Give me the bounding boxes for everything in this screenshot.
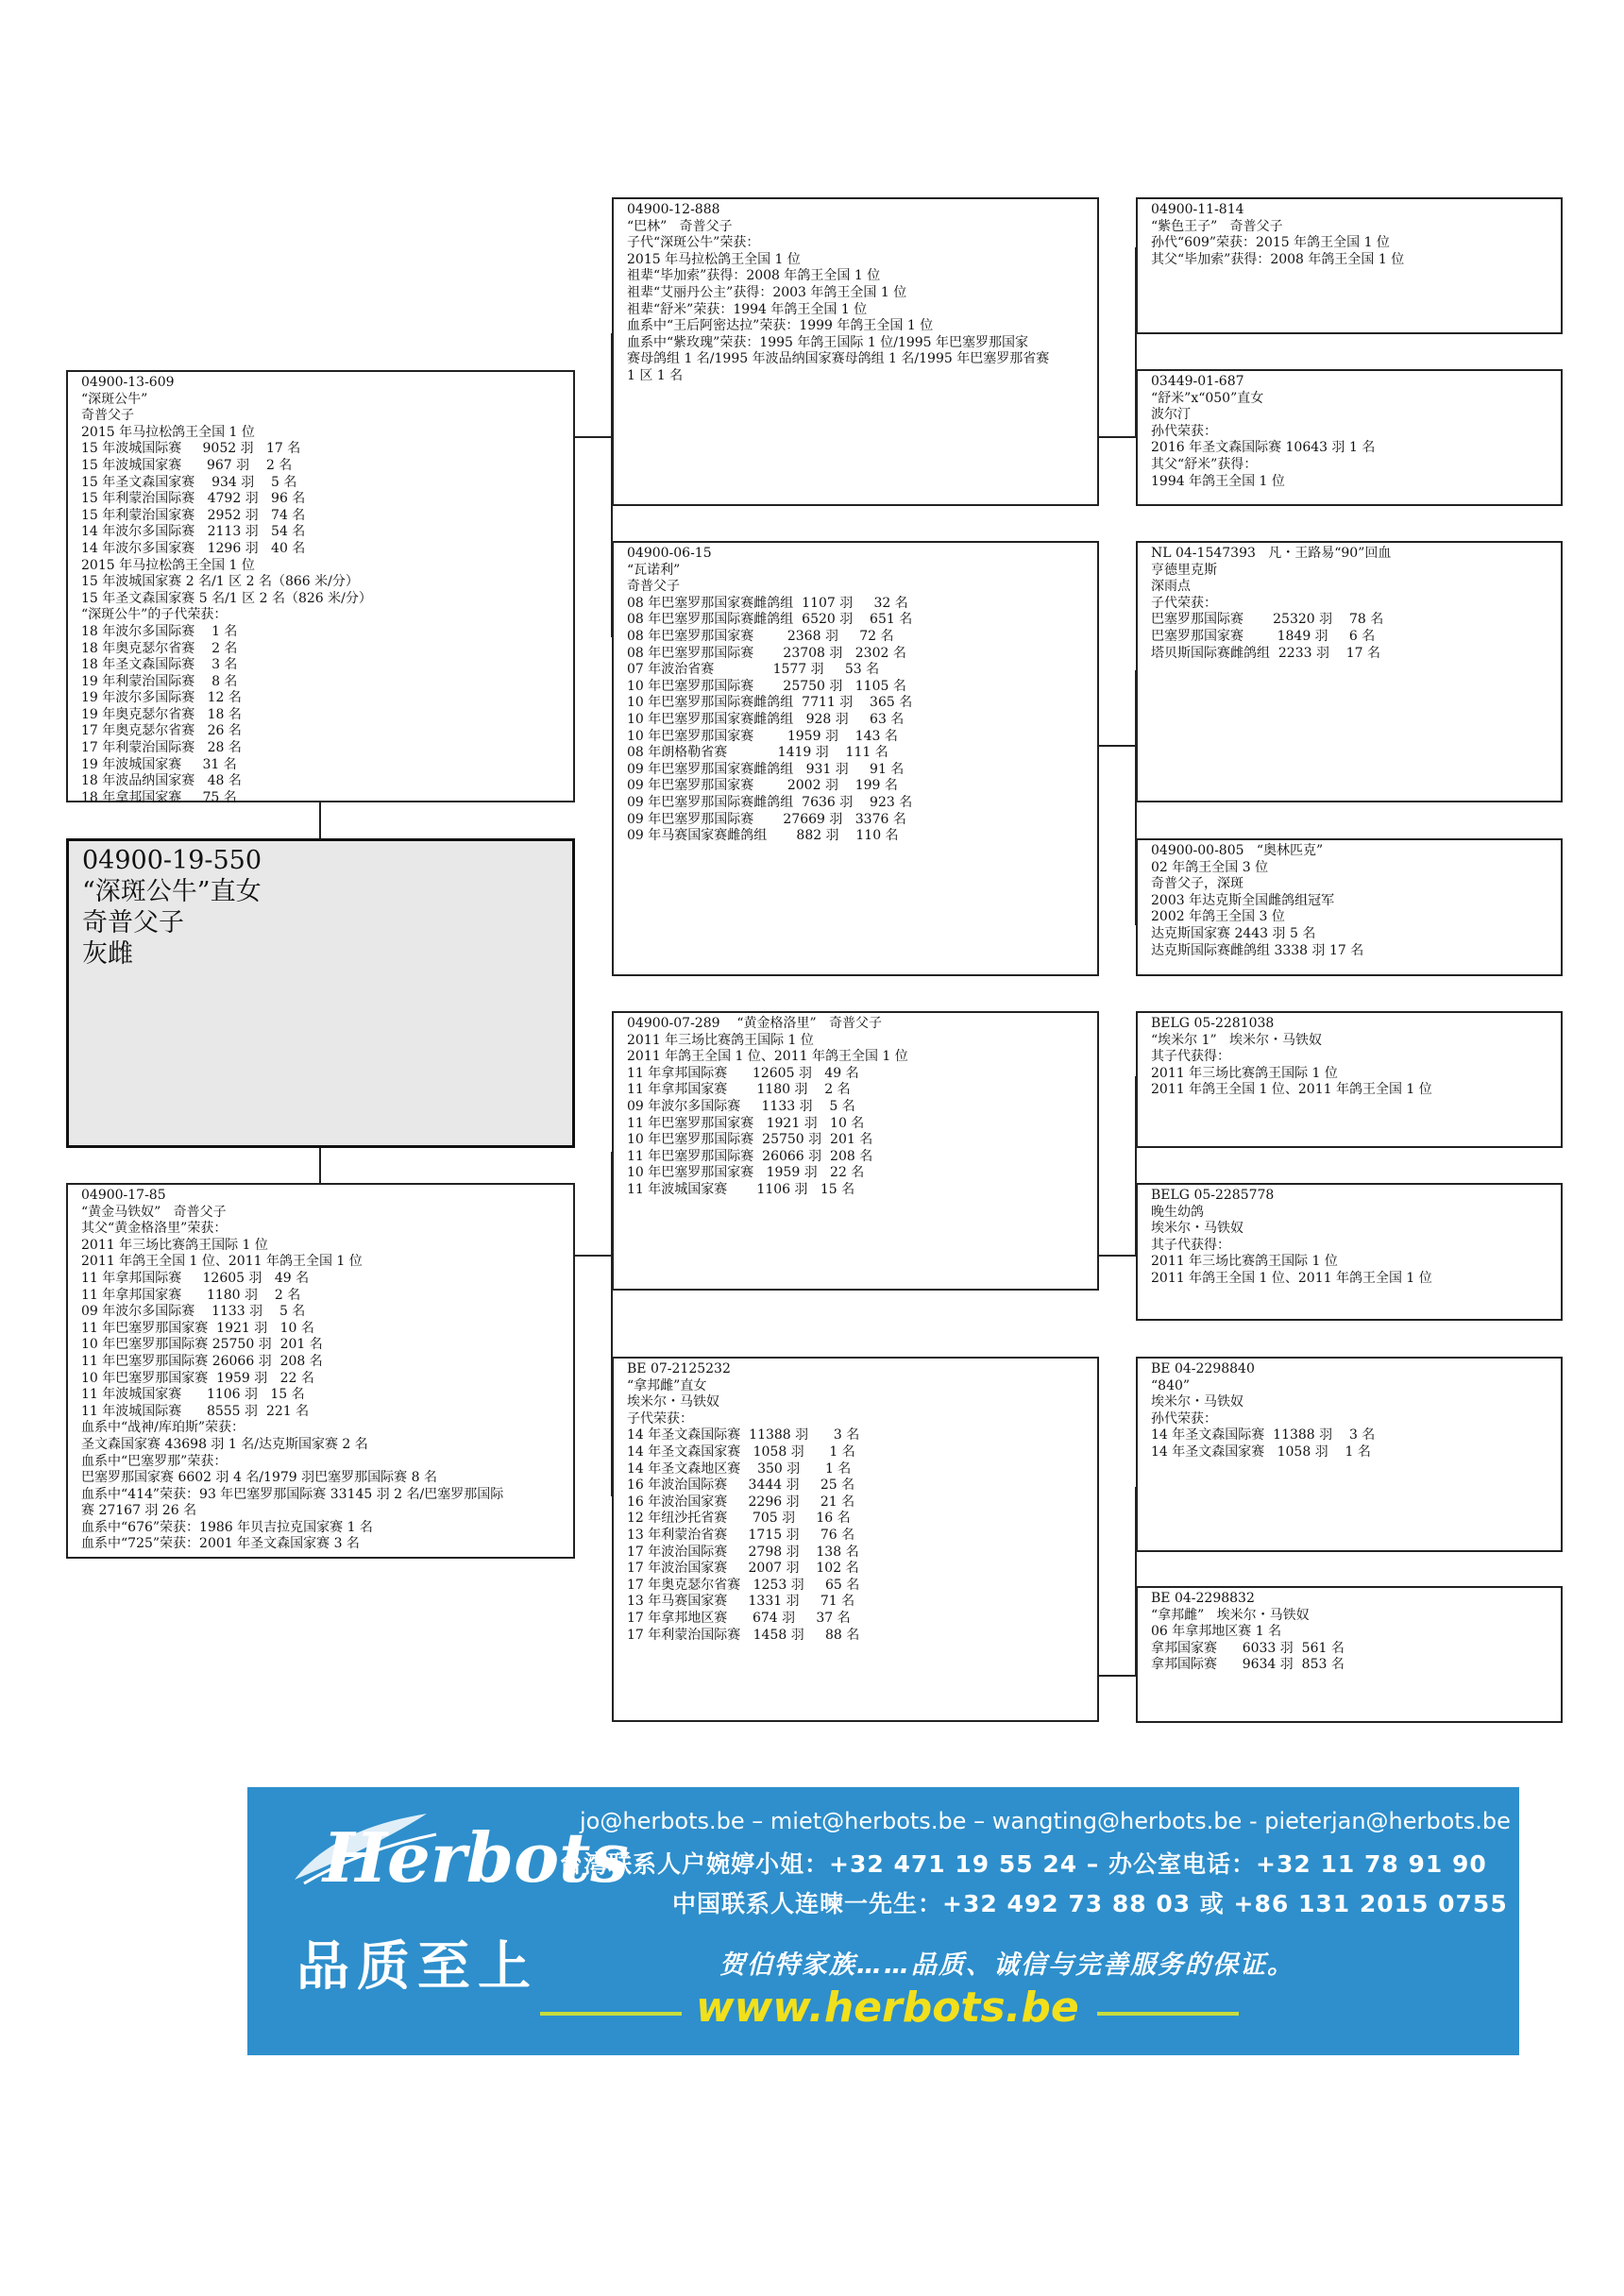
pedigree-line: 奇普父子 [82, 908, 184, 937]
pedigree-line: 04900-19-550 [82, 846, 262, 875]
pedigree-line: 巴塞罗那国家赛 1849 羽 6 名 [1151, 628, 1376, 644]
pedigree-line: 10 年巴塞罗那国家赛 1959 羽 22 名 [81, 1370, 314, 1386]
pedigree-line: 巴塞罗那国际赛 25320 羽 78 名 [1151, 612, 1384, 628]
pedigree-line: 祖辈“艾丽丹公主”获得：2003 年鸽王全国 1 位 [627, 284, 907, 300]
pedigree-line: 达克斯国际赛雌鸽组 3338 羽 17 名 [1151, 942, 1364, 958]
pedigree-line: 04900-06-15 [627, 546, 712, 561]
pedigree-line: 圣文森国家赛 43698 羽 1 名/达克斯国家赛 2 名 [81, 1436, 368, 1452]
pedigree-line: 晚生幼鸽 [1151, 1204, 1204, 1220]
pedigree-line: 14 年圣文森地区赛 350 羽 1 名 [627, 1460, 852, 1477]
pedigree-line: 子代荣获： [1151, 595, 1217, 611]
contact-china: 中国联系人连暕一先生：+32 492 73 88 03 或 +86 131 2015 0755 [672, 1890, 1508, 1917]
pedigree-line: 10 年巴塞罗那国际赛雌鸽组 7711 羽 365 名 [627, 695, 913, 711]
pedigree-line: 06 年拿邦地区赛 1 名 [1151, 1624, 1282, 1640]
pedigree-line: 15 年波城国际赛 9052 羽 17 名 [81, 441, 301, 457]
sire-sire-box [612, 197, 1099, 506]
pedigree-line: 14 年圣文森国际赛 11388 羽 3 名 [627, 1427, 860, 1443]
pedigree-line: 2011 年鸽王全国 1 位、2011 年鸽王全国 1 位 [81, 1254, 363, 1270]
pedigree-line: 其子代获得： [1151, 1237, 1230, 1253]
pedigree-line: 15 年波城国家赛 2 名/1 区 2 名（866 米/分） [81, 574, 359, 590]
pedigree-line: “瓦诺利” [627, 562, 681, 578]
pedigree-line: 2015 年马拉松鸽王全国 1 位 [81, 557, 255, 573]
pedigree-line: “舒米”x“050”直女 [1151, 390, 1264, 406]
pedigree-line: 04900-00-805 “奥林匹克” [1151, 843, 1324, 858]
dss-box [1136, 1011, 1563, 1148]
pedigree-line: “840” [1151, 1377, 1191, 1393]
pedigree-line: 11 年波城国家赛 1106 羽 15 名 [627, 1181, 855, 1197]
herbots-banner [247, 1787, 1519, 2055]
pedigree-line: 15 年利蒙治国际赛 4792 羽 96 名 [81, 491, 306, 507]
pedigree-line: 赛 27167 羽 26 名 [81, 1503, 197, 1519]
pedigree-line: 10 年巴塞罗那国际赛 25750 羽 201 名 [81, 1337, 323, 1353]
pedigree-line: 09 年波尔多国际赛 1133 羽 5 名 [81, 1304, 306, 1320]
pedigree-line: “黄金马铁奴” 奇普父子 [81, 1204, 227, 1220]
pedigree-line: 14 年波尔多国际赛 2113 羽 54 名 [81, 524, 306, 540]
pedigree-line: 亨德里克斯 [1151, 562, 1217, 578]
pedigree-line: 2011 年三场比赛鸽王国际 1 位 [81, 1237, 268, 1253]
pedigree-line: 11 年拿邦国际赛 12605 羽 49 名 [627, 1065, 859, 1081]
website-link[interactable]: www.herbots.be [696, 1984, 1079, 2032]
pedigree-line: 2011 年三场比赛鸽王国际 1 位 [1151, 1254, 1338, 1270]
sdd-box [1136, 838, 1563, 976]
pedigree-line: 达克斯国家赛 2443 羽 5 名 [1151, 925, 1316, 941]
dam-sire-box [612, 1011, 1099, 1291]
pedigree-line: 10 年巴塞罗那国际赛 25750 羽 1105 名 [627, 678, 906, 694]
pedigree-line: 15 年圣文森国家赛 5 名/1 区 2 名（826 米/分） [81, 590, 372, 606]
pedigree-line: 04900-17-85 [81, 1188, 166, 1203]
pedigree-line: 血系中“王后阿密达拉”荣获：1999 年鸽王全国 1 位 [627, 318, 934, 334]
pedigree-line: 11 年巴塞罗那国际赛 26066 羽 208 名 [81, 1353, 323, 1369]
pedigree-line: 19 年波尔多国际赛 12 名 [81, 690, 242, 706]
pedigree-line: 09 年巴塞罗那国际赛雌鸽组 7636 羽 923 名 [627, 794, 913, 810]
pedigree-line: 子代荣获： [627, 1410, 693, 1427]
pedigree-line: 11 年拿邦国家赛 1180 羽 2 名 [81, 1287, 301, 1303]
pedigree-line: 10 年巴塞罗那国家赛 1959 羽 143 名 [627, 728, 898, 744]
pedigree-line: 13 年利蒙治省赛 1715 羽 76 名 [627, 1527, 855, 1543]
pedigree-line: 15 年利蒙治国家赛 2952 羽 74 名 [81, 507, 306, 523]
pedigree-line: 11 年拿邦国际赛 12605 羽 49 名 [81, 1270, 310, 1286]
pedigree-line: 11 年巴塞罗那国际赛 26066 羽 208 名 [627, 1148, 873, 1164]
pedigree-line: 2011 年鸽王全国 1 位、2011 年鸽王全国 1 位 [1151, 1082, 1432, 1098]
pedigree-line: 17 年利蒙治国际赛 28 名 [81, 740, 242, 756]
pedigree-line: “拿邦雌”直女 [627, 1377, 707, 1393]
pedigree-line: 17 年奥克瑟尔省赛 26 名 [81, 723, 242, 739]
pedigree-line: 16 年波治国际赛 3444 羽 25 名 [627, 1477, 855, 1494]
pedigree-line: 11 年波城国家赛 1106 羽 15 名 [81, 1387, 305, 1403]
pedigree-line: 08 年巴塞罗那国家赛 2368 羽 72 名 [627, 628, 894, 644]
pedigree-line: “埃米尔 1” 埃米尔・马铁奴 [1151, 1032, 1323, 1048]
pedigree-line: 08 年巴塞罗那国际赛 23708 羽 2302 名 [627, 645, 906, 661]
pedigree-line: 09 年波尔多国际赛 1133 羽 5 名 [627, 1098, 855, 1114]
pedigree-line: 18 年拿邦国家赛 75 名 [81, 789, 237, 805]
pedigree-line: BE 07-2125232 [627, 1361, 731, 1376]
pedigree-line: 血系中“紫玫瑰”荣获：1995 年鸽王国际 1 位/1995 年巴塞罗那国家 [627, 334, 1028, 350]
pedigree-line: 1 区 1 名 [627, 367, 684, 383]
pedigree-line: 埃米尔・马铁奴 [1151, 1394, 1243, 1410]
ssd-box [1136, 369, 1563, 506]
pedigree-line: 血系中“725”荣获：2001 年圣文森国家赛 3 名 [81, 1536, 360, 1552]
svg-text:Herbots: Herbots [323, 1817, 629, 1898]
pedigree-line: “紫色王子” 奇普父子 [1151, 218, 1283, 234]
pedigree-line: 11 年巴塞罗那国家赛 1921 羽 10 名 [81, 1320, 314, 1336]
sds-box [1136, 541, 1563, 802]
pedigree-line: 04900-07-289 “黄金格洛里” 奇普父子 [627, 1016, 882, 1031]
pedigree-line: 10 年巴塞罗那国际赛 25750 羽 201 名 [627, 1132, 873, 1148]
pedigree-line: 09 年巴塞罗那国家赛雌鸽组 931 羽 91 名 [627, 761, 905, 777]
pedigree-line: 14 年圣文森国家赛 1058 羽 1 名 [627, 1443, 855, 1460]
pedigree-line: 其父“黄金格洛里”荣获： [81, 1221, 228, 1237]
pedigree-line: 奇普父子 [81, 408, 134, 424]
pedigree-line: 塔贝斯国际赛雌鸽组 2233 羽 17 名 [1151, 645, 1381, 661]
pedigree-line: 17 年利蒙治国际赛 1458 羽 88 名 [627, 1627, 860, 1643]
pedigree-line: 10 年巴塞罗那国家赛雌鸽组 928 羽 63 名 [627, 711, 905, 727]
pedigree-line: 2016 年圣文森国际赛 10643 羽 1 名 [1151, 440, 1376, 456]
pedigree-line: 12 年纽沙托省赛 705 羽 16 名 [627, 1511, 851, 1527]
pedigree-line: “拿邦雌” 埃米尔・马铁奴 [1151, 1607, 1310, 1623]
pedigree-line: 17 年波治国际赛 2798 羽 138 名 [627, 1544, 859, 1560]
sire-box [66, 370, 575, 805]
dam-box [66, 1183, 575, 1559]
pedigree-line: 16 年波治国家赛 2296 羽 21 名 [627, 1494, 855, 1510]
pedigree-line: 08 年朗格勒省赛 1419 羽 111 名 [627, 745, 888, 761]
pedigree-line: 17 年拿邦地区赛 674 羽 37 名 [627, 1610, 851, 1626]
pedigree-line: “深斑公牛”的子代荣获： [81, 607, 228, 623]
pedigree-line: 拿邦国家赛 6033 羽 561 名 [1151, 1640, 1345, 1656]
pedigree-line: 14 年波尔多国家赛 1296 羽 40 名 [81, 540, 306, 556]
pedigree-line: 17 年奥克瑟尔省赛 1253 羽 65 名 [627, 1577, 860, 1593]
pedigree-line: 其子代获得： [1151, 1049, 1230, 1065]
pedigree-line: 11 年拿邦国家赛 1180 羽 2 名 [627, 1082, 851, 1098]
pedigree-line: 14 年圣文森国家赛 1058 羽 1 名 [1151, 1443, 1371, 1460]
pedigree-line: 拿邦国际赛 9634 羽 853 名 [1151, 1657, 1345, 1673]
divider-left [540, 2012, 682, 2016]
pedigree-line: 赛母鸽组 1 名/1995 年波品纳国家赛母鸽组 1 名/1995 年巴塞罗那省赛 [627, 351, 1050, 367]
pedigree-line: 09 年巴塞罗那国家赛 2002 羽 199 名 [627, 778, 898, 794]
pedigree-line: 18 年奥克瑟尔省赛 2 名 [81, 640, 238, 656]
pedigree-line: 04900-11-814 [1151, 202, 1244, 217]
pedigree-line: 2015 年马拉松鸽王全国 1 位 [627, 251, 801, 267]
sire-dam-box [612, 541, 1099, 976]
pedigree-line: 子代“深斑公牛”荣获： [627, 235, 760, 251]
pedigree-line: 血系中“676”荣获：1986 年贝吉拉克国家赛 1 名 [81, 1519, 373, 1535]
pedigree-line: 奇普父子，深斑 [1151, 876, 1243, 892]
pedigree-line: 1994 年鸽王全国 1 位 [1151, 473, 1285, 489]
pedigree-line: 19 年利蒙治国际赛 8 名 [81, 673, 238, 689]
contact-taiwan: 台湾联系人户婉婷小姐：+32 471 19 55 24 – 办公室电话：+32 11 78 91 90 [559, 1850, 1487, 1878]
pedigree-line: 奇普父子 [627, 579, 680, 595]
pedigree-line: 09 年巴塞罗那国际赛 27669 羽 3376 名 [627, 811, 906, 827]
dam-dam-box [612, 1357, 1099, 1722]
pedigree-line: 祖辈“舒米”荣获：1994 年鸽王全国 1 位 [627, 301, 868, 317]
pedigree-line: 孙代荣获： [1151, 1410, 1217, 1427]
pedigree-line: 18 年波品纳国家赛 48 名 [81, 773, 242, 789]
pedigree-line: “巴林” 奇普父子 [627, 218, 733, 234]
divider-right [1097, 2012, 1239, 2016]
pedigree-line: 血系中“战神/库珀斯”荣获： [81, 1420, 245, 1436]
pedigree-line: 03449-01-687 [1151, 374, 1244, 389]
pedigree-line: 2011 年三场比赛鸽王国际 1 位 [627, 1032, 814, 1048]
pedigree-line: NL 04-1547393 凡・王路易“90”回血 [1151, 546, 1392, 561]
pedigree-line: 14 年圣文森国际赛 11388 羽 3 名 [1151, 1427, 1376, 1443]
dds-box [1136, 1357, 1563, 1552]
pedigree-line: BE 04-2298832 [1151, 1591, 1255, 1606]
pedigree-line: 04900-13-609 [81, 375, 175, 390]
pedigree-line: 07 年波治省赛 1577 羽 53 名 [627, 662, 880, 678]
pedigree-line: 血系中“巴塞罗那”荣获： [81, 1453, 228, 1469]
pedigree-line: 巴塞罗那国家赛 6602 羽 4 名/1979 羽巴塞罗那国际赛 8 名 [81, 1470, 437, 1486]
pedigree-line: 19 年波城国家赛 31 名 [81, 756, 237, 772]
pedigree-line: 15 年波城国家赛 967 羽 2 名 [81, 457, 293, 473]
pedigree-line: 2011 年鸽王全国 1 位、2011 年鸽王全国 1 位 [627, 1049, 908, 1065]
pedigree-line: 深雨点 [1151, 579, 1191, 595]
pedigree-line: BELG 05-2281038 [1151, 1016, 1275, 1031]
pedigree-line: 2011 年三场比赛鸽王国际 1 位 [1151, 1065, 1338, 1081]
pedigree-line: 09 年马赛国家赛雌鸽组 882 羽 110 名 [627, 828, 899, 844]
pedigree-line: 08 年巴塞罗那国际赛雌鸽组 6520 羽 651 名 [627, 612, 913, 628]
pedigree-line: “深斑公牛”直女 [82, 877, 262, 906]
pedigree-line: 波尔汀 [1151, 407, 1191, 423]
pedigree-line: 17 年波治国家赛 2007 羽 102 名 [627, 1561, 859, 1577]
contact-emails[interactable]: jo@herbots.be – miet@herbots.be – wangting@herbots.be - pieterjan@herbots.be [580, 1808, 1511, 1834]
pedigree-line: BELG 05-2285778 [1151, 1188, 1275, 1203]
pedigree-line: 19 年奥克瑟尔省赛 18 名 [81, 706, 242, 722]
motto: 贺伯特家族……品质、诚信与完善服务的保证。 [719, 1950, 1294, 1980]
sss-box [1136, 197, 1563, 334]
ddd-box [1136, 1586, 1563, 1723]
pedigree-line: 11 年波城国际赛 8555 羽 221 名 [81, 1403, 310, 1419]
pedigree-line: 04900-12-888 [627, 202, 720, 217]
pedigree-line: 02 年鸽王全国 3 位 [1151, 859, 1269, 875]
pedigree-line: 18 年波尔多国际赛 1 名 [81, 623, 238, 639]
pedigree-line: 灰雌 [82, 939, 133, 969]
pedigree-line: “深斑公牛” [81, 391, 148, 407]
subject-pigeon [66, 838, 575, 1148]
pedigree-line: 血系中“414”荣获：93 年巴塞罗那国际赛 33145 羽 2 名/巴塞罗那国际 [81, 1486, 504, 1502]
pedigree-line: 2003 年达克斯全国雌鸽组冠军 [1151, 892, 1335, 908]
pedigree-line: 10 年巴塞罗那国家赛 1959 羽 22 名 [627, 1165, 865, 1181]
pedigree-line: 其父“毕加索”获得：2008 年鸽王全国 1 位 [1151, 251, 1405, 267]
pedigree-line: 2011 年鸽王全国 1 位、2011 年鸽王全国 1 位 [1151, 1270, 1432, 1286]
pedigree-line: 祖辈“毕加索”获得：2008 年鸽王全国 1 位 [627, 268, 881, 284]
pedigree-line: 08 年巴塞罗那国家赛雌鸽组 1107 羽 32 名 [627, 595, 908, 611]
pedigree-line: 2002 年鸽王全国 3 位 [1151, 909, 1285, 925]
pedigree-line: 2015 年马拉松鸽王全国 1 位 [81, 424, 255, 440]
pedigree-line: 埃米尔・马铁奴 [1151, 1221, 1243, 1237]
slogan: 品质至上 [296, 1935, 538, 1998]
pedigree-line: 15 年圣文森国家赛 934 羽 5 名 [81, 474, 297, 490]
pedigree-line: 埃米尔・马铁奴 [627, 1394, 719, 1410]
dsd-box [1136, 1183, 1563, 1321]
pedigree-line: BE 04-2298840 [1151, 1361, 1255, 1376]
pedigree-line: 孙代荣获： [1151, 423, 1217, 439]
pedigree-line: 孙代“609”荣获：2015 年鸽王全国 1 位 [1151, 235, 1390, 251]
pedigree-line: 其父“舒米”获得： [1151, 456, 1258, 472]
pedigree-line: 18 年圣文森国际赛 3 名 [81, 657, 238, 673]
pedigree-line: 13 年马赛国家赛 1331 羽 71 名 [627, 1594, 855, 1610]
herbots-logo [285, 1804, 629, 1908]
pedigree-line: 11 年巴塞罗那国家赛 1921 羽 10 名 [627, 1115, 865, 1131]
